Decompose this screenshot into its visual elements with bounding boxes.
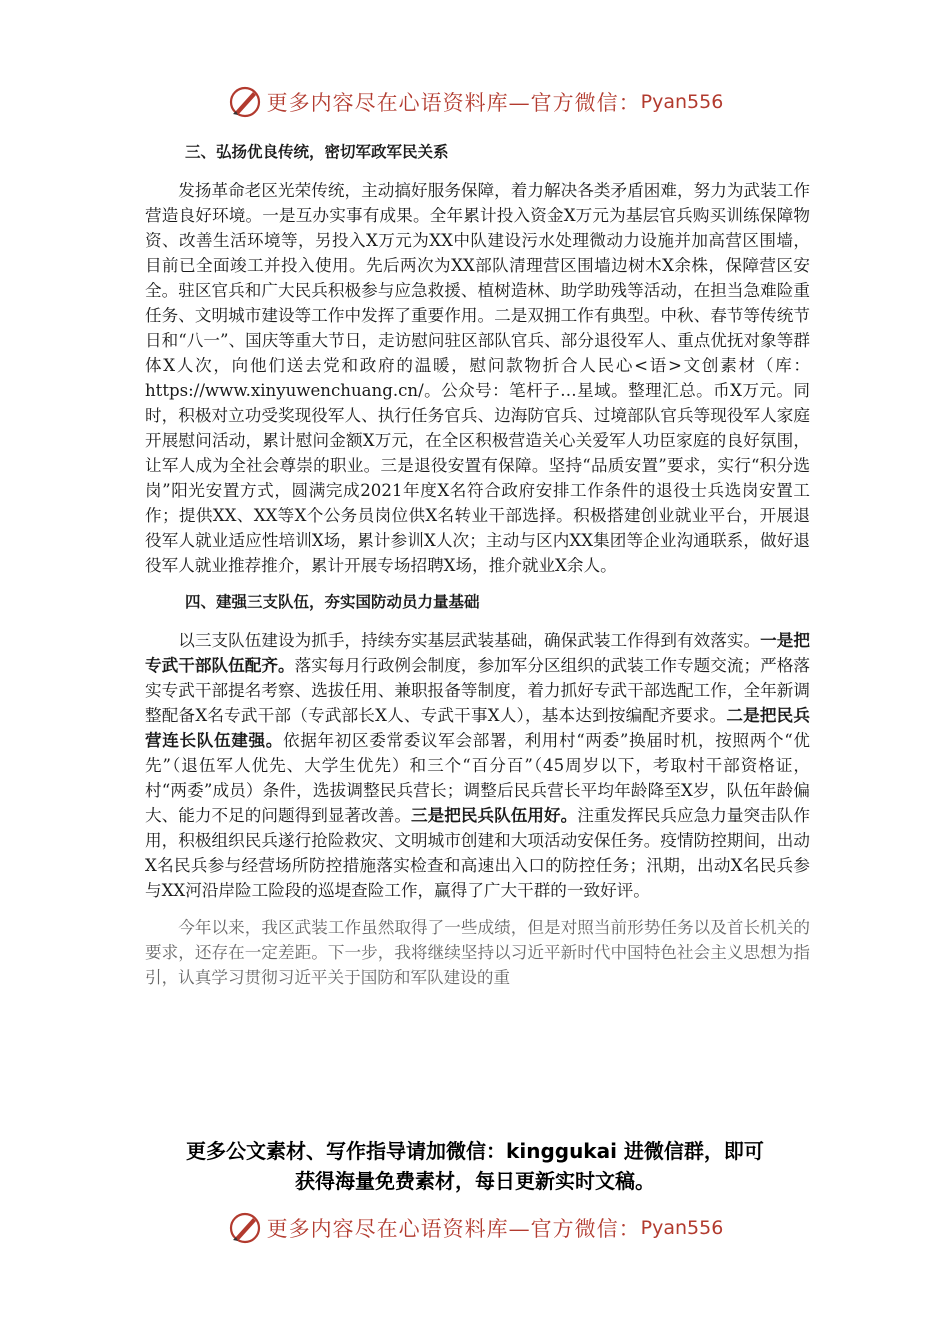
document-body <box>145 136 810 1002</box>
section-4-paragraph <box>145 628 810 903</box>
section-4-intro: 以三支队伍建设为抓手，持续夯实基层武装基础，确保武装工作得到有效落实。 <box>178 631 761 650</box>
section-3-paragraph: 发扬革命老区光荣传统，主动搞好服务保障，着力解决各类矛盾困难，努力为武装工作营造良好环境。一是互办实事有成果。全年累计投入资金X万元为基层官兵购买训练保障物资、改善生活环境等，另投入X万元为XX中队建设污水处理微动力设施并加高营区围墙，目前已全面竣工并投入使用。先后两次为XX部队清理营区围墙边树木X余株，保障营区安全。驻区官兵和广大民兵积极参与应急救援、植树造林、助学助残等活动，在担当急难险重任务、文明城市建设等工作中发挥了重要作用。二是双拥工作有典型。中秋、春节等传统节日和“八一”、国庆等重大节日，走访慰问驻区部队官兵、部分退役军人、重点优抚对象等群体X人次，向他们送去党和政府的温暖，慰问款物折合人民心<语>文创素材（库：https://www.xinyuwenchuang.cn/。公众号：笔杆子…星域。整理汇总。币X万元。同时，积极对立功受奖现役军人、执行任务官兵、边海防官兵、过境部队官兵等现役军人家庭开展慰问活动，累计慰问金额X万元，在全区积极营造关心关爱军人功臣家庭的良好氛围，让军人成为全社会尊崇的职业。三是退役安置有保障。坚持“品质安置”要求，实行“积分选岗”阳光安置方式，圆满完成2021年度X名符合政府安排工作条件的退役士兵选岗安置工作；提供XX、XX等X个公务员岗位供X名转业干部选择。积极搭建创业就业平台，开展退役军人就业适应性培训X场，累计参训X人次；主动与区内XX集团等企业沟通联系，做好退役军人就业推荐推介，累计开展专场招聘X场，推介就业X余人。 <box>145 181 810 575</box>
footer-banner-text: 更多内容尽在心语资料库—官方微信： <box>266 1217 641 1241</box>
closing-paragraph: 今年以来，我区武装工作虽然取得了一些成绩，但是对照当前形势任务以及首长机关的要求，还存在一定差距。下一步，我将继续坚持以习近平新时代中国特色社会主义思想为指引，认真学习贯彻习近平关于国防和军队建设的重 <box>145 918 810 987</box>
pen-logo-icon <box>227 1210 263 1246</box>
fade-overlay <box>0 1032 950 1112</box>
footer-banner <box>0 1208 950 1248</box>
section-4-heading: 四、建强三支队伍，夯实国防动员力量基础 <box>185 593 480 611</box>
promo-block <box>0 1136 950 1196</box>
point-2-title: 二是把民兵营连长队伍建强。 <box>145 706 811 750</box>
section-3-heading: 三、弘扬优良传统，密切军政军民关系 <box>185 143 449 161</box>
banner-wechat-id: Pyan556 <box>640 91 724 113</box>
footer-banner-wechat-id: Pyan556 <box>640 1217 724 1239</box>
point-1-text: 落实每月行政例会制度，参加军分区组织的武装工作专题交流；严格落实专武干部提名考察、选拔任用、兼职报备等制度，着力抓好专武干部选配工作，全年新调整配备X名专武干部（专武部长X人、专武干事X人），基本达到按编配齐要求。 <box>145 656 811 725</box>
point-1-title: 一是把专武干部队伍配齐。 <box>145 631 811 675</box>
promo-line-1: 更多公文素材、写作指导请加微信：kinggukai 进微信群，即可 <box>186 1139 764 1163</box>
promo-line-2: 获得海量免费素材，每日更新实时文稿。 <box>295 1169 655 1193</box>
point-3-title: 三是把民兵队伍用好。 <box>411 806 578 825</box>
point-2-text: 依据年初区委常委议军会部署，利用村“两委”换届时机，按照两个“优先”（退伍军人优先、大学生优先）和三个“百分百”（45周岁以下，考取村干部资格证，村“两委”成员）条件，选拔调整民兵营长；调整后民兵营长平均年龄降至X岁，队伍年龄偏大、能力不足的问题得到显著改善。 <box>145 731 810 825</box>
header-banner <box>0 82 950 122</box>
pen-logo-icon <box>227 84 263 120</box>
point-3-text: 注重发挥民兵应急力量突击队作用，积极组织民兵遂行抢险救灾、文明城市创建和大项活动安保任务。疫情防控期间，出动X名民兵参与经营场所防控措施落实检查和高速出入口的防控任务；汛期，出动X名民兵参与XX河沿岸险工险段的巡堤查险工作，赢得了广大干群的一致好评。 <box>145 806 811 900</box>
banner-text: 更多内容尽在心语资料库—官方微信： <box>266 91 641 115</box>
